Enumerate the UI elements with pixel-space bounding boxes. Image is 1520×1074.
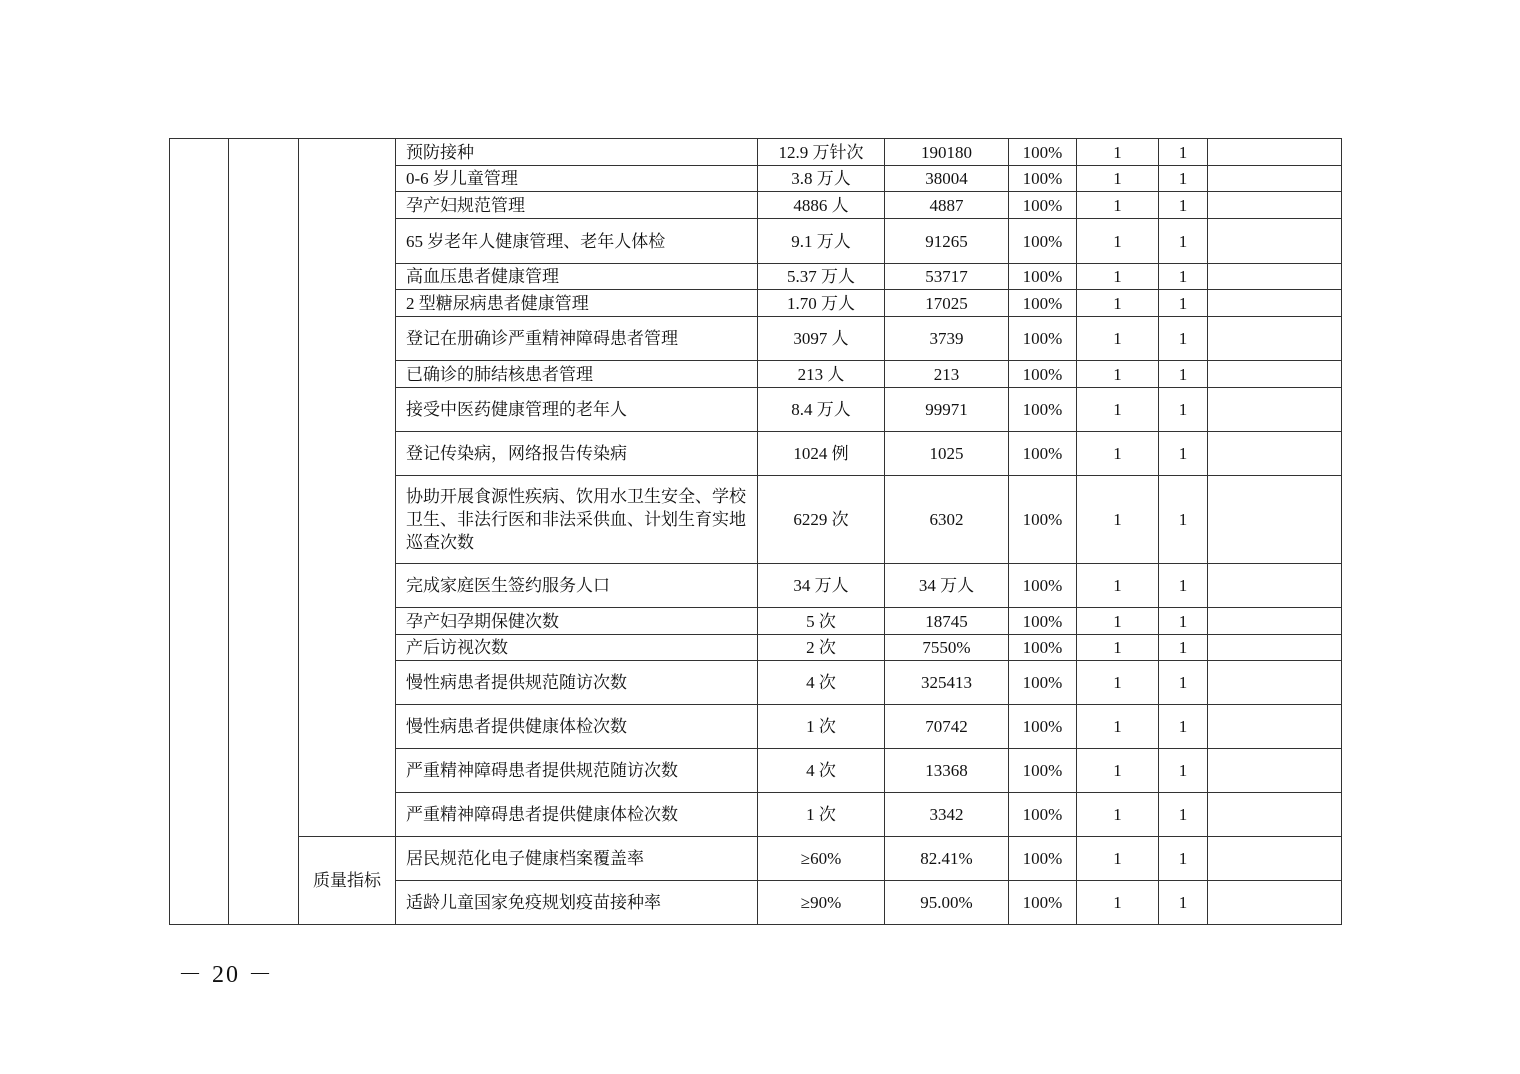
indicator-name-cell: 完成家庭医生签约服务人口 [396,564,758,608]
score-cell: 1 [1159,361,1208,388]
indicator-name-cell: 协助开展食源性疾病、饮用水卫生安全、学校卫生、非法行医和非法采供血、计划生育实地巡查次数 [396,476,758,564]
indicator-name-cell: 严重精神障碍患者提供规范随访次数 [396,749,758,793]
remarks-cell [1208,361,1342,388]
table-row [170,837,1342,881]
weight-cell: 1 [1077,837,1159,881]
target-value-cell: 4 次 [758,661,885,705]
remarks-cell [1208,192,1342,219]
completion-rate-cell: 100% [1009,881,1077,925]
target-value-cell: 1.70 万人 [758,290,885,317]
score-cell: 1 [1159,219,1208,264]
weight-cell: 1 [1077,317,1159,361]
target-value-cell: ≥60% [758,837,885,881]
completion-rate-cell: 100% [1009,139,1077,166]
weight-cell: 1 [1077,388,1159,432]
indicator-group-cell [299,139,396,837]
subcategory-cell [229,139,299,925]
actual-value-cell: 3342 [885,793,1009,837]
weight-cell: 1 [1077,705,1159,749]
completion-rate-cell: 100% [1009,290,1077,317]
weight-cell: 1 [1077,264,1159,290]
actual-value-cell: 7550% [885,635,1009,661]
indicator-name-cell: 65 岁老年人健康管理、老年人体检 [396,219,758,264]
completion-rate-cell: 100% [1009,564,1077,608]
indicator-name-cell: 适龄儿童国家免疫规划疫苗接种率 [396,881,758,925]
weight-cell: 1 [1077,432,1159,476]
weight-cell: 1 [1077,564,1159,608]
actual-value-cell: 3739 [885,317,1009,361]
remarks-cell [1208,564,1342,608]
actual-value-cell: 91265 [885,219,1009,264]
remarks-cell [1208,635,1342,661]
score-cell: 1 [1159,290,1208,317]
target-value-cell: 34 万人 [758,564,885,608]
actual-value-cell: 34 万人 [885,564,1009,608]
remarks-cell [1208,749,1342,793]
score-cell: 1 [1159,432,1208,476]
completion-rate-cell: 100% [1009,317,1077,361]
indicator-name-cell: 居民规范化电子健康档案覆盖率 [396,837,758,881]
weight-cell: 1 [1077,881,1159,925]
weight-cell: 1 [1077,661,1159,705]
score-cell: 1 [1159,192,1208,219]
target-value-cell: 4 次 [758,749,885,793]
actual-value-cell: 325413 [885,661,1009,705]
remarks-cell [1208,317,1342,361]
remarks-cell [1208,608,1342,635]
score-cell: 1 [1159,837,1208,881]
score-cell: 1 [1159,476,1208,564]
actual-value-cell: 17025 [885,290,1009,317]
completion-rate-cell: 100% [1009,166,1077,192]
actual-value-cell: 95.00% [885,881,1009,925]
remarks-cell [1208,432,1342,476]
weight-cell: 1 [1077,139,1159,166]
target-value-cell: 213 人 [758,361,885,388]
remarks-cell [1208,661,1342,705]
score-cell: 1 [1159,139,1208,166]
actual-value-cell: 70742 [885,705,1009,749]
indicator-name-cell: 登记传染病，网络报告传染病 [396,432,758,476]
actual-value-cell: 1025 [885,432,1009,476]
score-cell: 1 [1159,793,1208,837]
actual-value-cell: 82.41% [885,837,1009,881]
actual-value-cell: 6302 [885,476,1009,564]
weight-cell: 1 [1077,219,1159,264]
actual-value-cell: 190180 [885,139,1009,166]
remarks-cell [1208,793,1342,837]
weight-cell: 1 [1077,793,1159,837]
completion-rate-cell: 100% [1009,749,1077,793]
remarks-cell [1208,837,1342,881]
target-value-cell: 5 次 [758,608,885,635]
actual-value-cell: 13368 [885,749,1009,793]
quality-indicator-group-cell: 质量指标 [299,837,396,925]
score-cell: 1 [1159,317,1208,361]
completion-rate-cell: 100% [1009,635,1077,661]
score-cell: 1 [1159,705,1208,749]
score-cell: 1 [1159,166,1208,192]
weight-cell: 1 [1077,749,1159,793]
completion-rate-cell: 100% [1009,476,1077,564]
score-cell: 1 [1159,749,1208,793]
score-cell: 1 [1159,661,1208,705]
target-value-cell: 12.9 万针次 [758,139,885,166]
completion-rate-cell: 100% [1009,661,1077,705]
weight-cell: 1 [1077,166,1159,192]
score-cell: 1 [1159,881,1208,925]
target-value-cell: 3097 人 [758,317,885,361]
indicator-name-cell: 产后访视次数 [396,635,758,661]
performance-indicator-table [169,138,1342,925]
indicator-name-cell: 预防接种 [396,139,758,166]
completion-rate-cell: 100% [1009,264,1077,290]
indicator-name-cell: 慢性病患者提供健康体检次数 [396,705,758,749]
weight-cell: 1 [1077,476,1159,564]
completion-rate-cell: 100% [1009,219,1077,264]
actual-value-cell: 99971 [885,388,1009,432]
remarks-cell [1208,705,1342,749]
target-value-cell: 3.8 万人 [758,166,885,192]
score-cell: 1 [1159,635,1208,661]
target-value-cell: 5.37 万人 [758,264,885,290]
remarks-cell [1208,139,1342,166]
remarks-cell [1208,219,1342,264]
remarks-cell [1208,881,1342,925]
remarks-cell [1208,476,1342,564]
indicator-name-cell: 2 型糖尿病患者健康管理 [396,290,758,317]
indicator-name-cell: 孕产妇规范管理 [396,192,758,219]
target-value-cell: 1024 例 [758,432,885,476]
weight-cell: 1 [1077,192,1159,219]
completion-rate-cell: 100% [1009,192,1077,219]
indicator-name-cell: 接受中医药健康管理的老年人 [396,388,758,432]
indicator-name-cell: 0-6 岁儿童管理 [396,166,758,192]
actual-value-cell: 4887 [885,192,1009,219]
completion-rate-cell: 100% [1009,608,1077,635]
score-cell: 1 [1159,264,1208,290]
indicator-name-cell: 高血压患者健康管理 [396,264,758,290]
actual-value-cell: 213 [885,361,1009,388]
target-value-cell: 6229 次 [758,476,885,564]
target-value-cell: 1 次 [758,705,885,749]
weight-cell: 1 [1077,290,1159,317]
actual-value-cell: 53717 [885,264,1009,290]
indicator-name-cell: 慢性病患者提供规范随访次数 [396,661,758,705]
completion-rate-cell: 100% [1009,361,1077,388]
indicator-name-cell: 已确诊的肺结核患者管理 [396,361,758,388]
target-value-cell: ≥90% [758,881,885,925]
target-value-cell: 4886 人 [758,192,885,219]
target-value-cell: 9.1 万人 [758,219,885,264]
completion-rate-cell: 100% [1009,432,1077,476]
weight-cell: 1 [1077,608,1159,635]
remarks-cell [1208,290,1342,317]
target-value-cell: 8.4 万人 [758,388,885,432]
remarks-cell [1208,264,1342,290]
page-number: － 20 － [178,962,274,988]
table-row [170,139,1342,166]
remarks-cell [1208,166,1342,192]
actual-value-cell: 18745 [885,608,1009,635]
target-value-cell: 2 次 [758,635,885,661]
completion-rate-cell: 100% [1009,388,1077,432]
score-cell: 1 [1159,564,1208,608]
actual-value-cell: 38004 [885,166,1009,192]
target-value-cell: 1 次 [758,793,885,837]
indicator-name-cell: 孕产妇孕期保健次数 [396,608,758,635]
category-cell [170,139,229,925]
completion-rate-cell: 100% [1009,705,1077,749]
weight-cell: 1 [1077,635,1159,661]
completion-rate-cell: 100% [1009,837,1077,881]
weight-cell: 1 [1077,361,1159,388]
score-cell: 1 [1159,388,1208,432]
indicator-name-cell: 登记在册确诊严重精神障碍患者管理 [396,317,758,361]
score-cell: 1 [1159,608,1208,635]
completion-rate-cell: 100% [1009,793,1077,837]
table-body [170,139,1342,925]
indicator-name-cell: 严重精神障碍患者提供健康体检次数 [396,793,758,837]
remarks-cell [1208,388,1342,432]
